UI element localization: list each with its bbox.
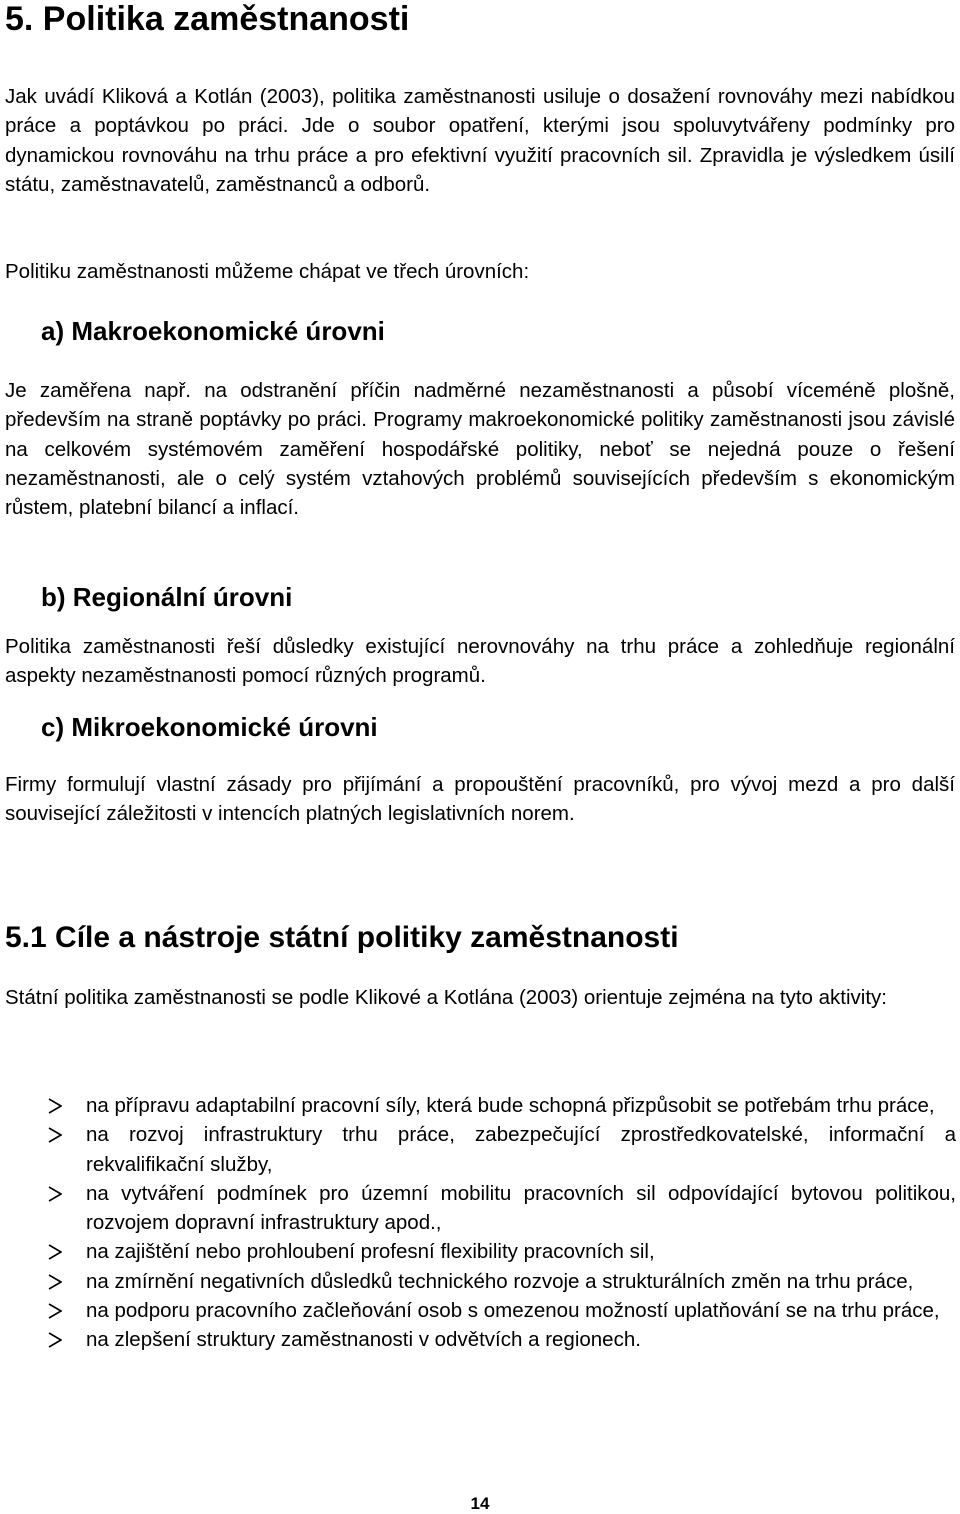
- levels-intro: Politiku zaměstnanosti můžeme chápat ve třech úrovních:: [5, 260, 530, 283]
- list-item-text: na rozvoj infrastruktury trhu práce, zabezpečující zprostředkovatelské, informační a rekvalifikační služby,: [86, 1123, 956, 1176]
- section-intro: Státní politika zaměstnanosti se podle Klikové a Kotlána (2003) orientuje zejména na tyto aktivity:: [5, 986, 887, 1009]
- list-item: [48, 1296, 956, 1325]
- level-b-heading: b) Regionální úrovni: [41, 582, 293, 612]
- list-item: [48, 1267, 956, 1296]
- list-item: [48, 1091, 956, 1120]
- list-item: [48, 1179, 956, 1238]
- list-item: [48, 1237, 956, 1266]
- arrowhead-bullet-icon: [48, 1244, 62, 1260]
- list-item: [48, 1120, 956, 1179]
- list-item: [48, 1325, 956, 1354]
- list-item-text: na zlepšení struktury zaměstnanosti v odvětvích a regionech.: [86, 1328, 641, 1352]
- level-c-heading: c) Mikroekonomické úrovni: [41, 712, 378, 742]
- intro-paragraph: Jak uvádí Kliková a Kotlán (2003), politika zaměstnanosti usiluje o dosažení rovnováhy mezi nabídkou práce a poptávkou po práci. Jde o soubor opatření, kterými jsou spoluvytvářeny podmínky pro dynamickou rovnováhu na trhu práce a pro efektivní využití pracovních sil. Zpravidla je výsledkem úsilí státu, zaměstnavatelů, zaměstnanců a odborů.: [5, 85, 955, 196]
- list-item-text: na přípravu adaptabilní pracovní síly, která bude schopná přizpůsobit se potřebám trhu práce,: [86, 1094, 935, 1117]
- arrowhead-bullet-icon: [48, 1274, 62, 1290]
- level-c-text: Firmy formulují vlastní zásady pro přijímání a propouštění pracovníků, pro vývoj mezd a pro další související záležitosti v intencích platných legislativních norem.: [5, 773, 955, 826]
- arrowhead-bullet-icon: [48, 1332, 62, 1348]
- list-item-text: na vytváření podmínek pro územní mobilitu pracovních sil odpovídající bytovou politikou, rozvojem dopravní infrastruktury apod.,: [86, 1181, 956, 1235]
- list-item-text: na zajištění nebo prohloubení profesní flexibility pracovních sil,: [86, 1240, 655, 1264]
- level-b-text: Politika zaměstnanosti řeší důsledky existující nerovnováhy na trhu práce a zohledňuje regionální aspekty nezaměstnanosti pomocí různých programů.: [5, 635, 955, 688]
- section-title: 5.1 Cíle a nástroje státní politiky zaměstnanosti: [5, 921, 679, 954]
- activities-list: [48, 1091, 956, 1355]
- page-number: 14: [470, 1494, 490, 1513]
- arrowhead-bullet-icon: [48, 1098, 62, 1114]
- level-a-text: Je zaměřena např. na odstranění příčin nadměrné nezaměstnanosti a působí víceméně plošně, především na straně poptávky po práci. Programy makroekonomické politiky zaměstnanosti jsou závislé na celkovém systémovém zaměření hospodářské politiky, neboť se nejedná pouze o řešení nezaměstnanosti, ale o celý systém vztahových problémů souvisejících především s ekonomickým růstem, platební bilancí a inflací.: [5, 379, 955, 520]
- list-item-text: na zmírnění negativních důsledků technického rozvoje a strukturálních změn na trhu práce,: [86, 1269, 914, 1293]
- arrowhead-bullet-icon: [48, 1303, 62, 1319]
- list-item-text: na podporu pracovního začleňování osob s omezenou možností uplatňování se na trhu práce,: [86, 1299, 940, 1323]
- arrowhead-bullet-icon: [48, 1127, 62, 1143]
- arrowhead-bullet-icon: [48, 1186, 62, 1202]
- chapter-title: 5. Politika zaměstnanosti: [5, 0, 410, 38]
- level-a-heading: a) Makroekonomické úrovni: [41, 316, 385, 346]
